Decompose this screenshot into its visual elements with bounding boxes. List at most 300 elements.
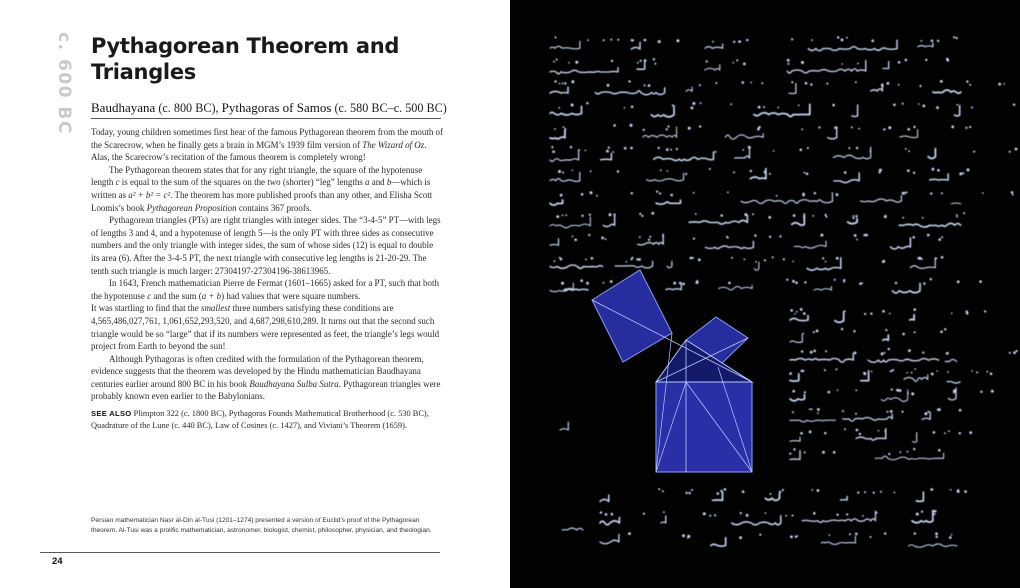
script-dot [825, 261, 827, 263]
script-dot [957, 489, 959, 491]
script-dot [855, 413, 857, 415]
script-dot [698, 258, 701, 261]
script-dot [666, 148, 669, 151]
script-dot [658, 40, 661, 43]
body-text [91, 126, 443, 403]
script-dot [571, 104, 574, 107]
script-dot [738, 40, 741, 43]
script-dot [1015, 148, 1018, 151]
script-dot [601, 237, 604, 240]
script-dot [898, 61, 901, 64]
script-dot [787, 59, 790, 62]
script-dot [651, 212, 654, 215]
script-dot [951, 534, 953, 536]
see-also [91, 408, 443, 432]
script-dot [921, 511, 923, 513]
script-dot [682, 534, 685, 537]
script-dot [896, 389, 899, 392]
script-dot [979, 280, 982, 283]
script-dot [574, 239, 577, 242]
script-dot [913, 172, 915, 174]
script-dot [631, 39, 633, 41]
script-dot [666, 128, 668, 130]
script-dot [851, 126, 853, 128]
script-dot [744, 213, 747, 216]
script-dot [667, 125, 669, 127]
script-dot [809, 408, 811, 410]
script-dot [709, 515, 711, 517]
script-dot [913, 236, 915, 238]
script-dot [791, 38, 793, 40]
p6-book: Baudhayana Sulba Sutra [249, 378, 339, 389]
script-dot [887, 82, 890, 85]
script-dot [801, 128, 803, 130]
script-dot [878, 430, 880, 432]
script-dot [836, 257, 839, 260]
script-dot [908, 150, 910, 152]
script-dot [676, 39, 679, 42]
script-dot [564, 82, 566, 84]
script-dot [605, 513, 608, 516]
script-dot [795, 282, 798, 285]
p4-var-ab: a + b [201, 290, 222, 301]
script-dot [554, 128, 556, 130]
script-dot [802, 193, 805, 196]
script-dot [768, 216, 771, 219]
script-dot [894, 492, 896, 494]
script-dot [948, 430, 950, 432]
script-dot [854, 352, 857, 355]
script-dot [742, 149, 744, 151]
page-title [91, 33, 451, 85]
script-dot [670, 194, 673, 197]
script-dot [888, 453, 890, 455]
script-dot [947, 59, 950, 62]
script-dot [656, 191, 658, 193]
script-dot [824, 432, 826, 434]
script-dot [991, 390, 994, 393]
script-dot [855, 81, 857, 83]
script-dot [563, 126, 565, 128]
script-dot [1011, 191, 1014, 194]
script-dot [893, 104, 896, 107]
script-dot [902, 103, 904, 105]
script-dot [911, 392, 914, 395]
script-dot [638, 258, 641, 261]
script-dot [581, 193, 584, 196]
script-dot [856, 429, 858, 431]
script-dot [923, 282, 925, 284]
script-dot [676, 148, 678, 150]
script-dot [792, 390, 795, 393]
top-divider [91, 118, 441, 119]
script-dot [636, 258, 638, 260]
script-dot [608, 147, 610, 149]
script-dot [731, 257, 733, 259]
script-dot [846, 513, 848, 515]
script-dot [829, 534, 831, 536]
script-dot [969, 431, 972, 434]
script-dot [754, 234, 756, 236]
script-dot [764, 171, 767, 174]
script-dot [935, 532, 938, 535]
script-dot [895, 282, 897, 284]
script-dot [907, 451, 909, 453]
script-dot [667, 170, 669, 172]
script-dot [693, 238, 695, 240]
script-dot [936, 536, 938, 538]
script-dot [695, 213, 697, 215]
script-dot [944, 328, 946, 330]
script-dot [828, 391, 831, 394]
script-dot [834, 279, 836, 281]
script-dot [937, 40, 939, 42]
script-dot [586, 282, 589, 285]
script-dot [552, 150, 555, 153]
script-dot [700, 102, 702, 104]
script-dot [919, 257, 922, 260]
script-dot [855, 215, 857, 217]
title-line-2: Triangles [91, 60, 196, 84]
script-dot [933, 513, 935, 515]
script-dot [728, 282, 731, 285]
script-dot [922, 105, 925, 108]
script-dot [814, 192, 816, 194]
script-dot [596, 195, 598, 197]
script-dot [898, 84, 900, 86]
p2-var-c: c [115, 177, 120, 188]
script-dot [857, 492, 859, 494]
script-dot [966, 312, 969, 315]
script-dot [611, 514, 613, 516]
script-dot [913, 308, 916, 311]
script-dot [938, 449, 941, 452]
script-dot [793, 448, 795, 450]
script-dot [779, 235, 781, 237]
script-dot [971, 370, 973, 372]
p2-and: and [369, 177, 387, 188]
script-dot [858, 128, 860, 130]
script-dot [810, 351, 813, 354]
script-dot [581, 215, 583, 217]
script-dot [1009, 352, 1011, 354]
script-dot [883, 260, 886, 263]
p2-formula: a² + b² = c² [128, 189, 171, 200]
script-dot [881, 352, 884, 355]
subtitle-name-1: Baudhayana [91, 100, 156, 115]
script-dot [699, 84, 701, 86]
p4-text-end: ) had values that were square numbers. [221, 290, 361, 301]
script-dot [733, 41, 735, 43]
script-dot [759, 534, 761, 536]
script-dot [807, 147, 809, 149]
script-dot [931, 373, 934, 376]
p2-book: Pythagorean Proposition [146, 202, 237, 213]
script-dot [881, 83, 883, 85]
script-dot [871, 371, 873, 373]
script-dot [572, 170, 574, 172]
paragraph-6 [91, 353, 443, 403]
script-dot [927, 234, 930, 237]
script-dot [554, 260, 556, 262]
script-dot [750, 82, 752, 84]
script-dot [777, 107, 779, 109]
script-dot [564, 128, 566, 130]
script-dot [559, 83, 561, 85]
script-dot [884, 532, 886, 534]
script-dot [690, 257, 693, 260]
script-dot [914, 368, 916, 370]
script-dot [699, 125, 701, 127]
script-dot [921, 40, 923, 42]
script-dot [789, 453, 791, 455]
script-dot [772, 256, 774, 258]
script-dot [986, 371, 988, 373]
script-dot [792, 515, 794, 517]
script-dot [944, 432, 946, 434]
script-dot [984, 310, 986, 312]
script-dot [587, 39, 589, 41]
script-dot [959, 432, 961, 434]
script-dot [685, 492, 687, 494]
script-dot [555, 36, 557, 38]
script-dot [935, 257, 937, 259]
script-dot [590, 170, 592, 172]
subtitle [91, 100, 451, 116]
script-dot [884, 430, 886, 432]
script-dot [940, 80, 943, 83]
script-dot [849, 533, 851, 535]
script-dot [693, 192, 695, 194]
script-dot [790, 309, 793, 312]
script-dot [809, 431, 812, 434]
script-dot [817, 408, 820, 411]
script-dot [936, 106, 939, 109]
script-dot [562, 215, 564, 217]
script-dot [769, 236, 771, 238]
paragraph-5 [91, 302, 443, 352]
script-dot [969, 84, 971, 86]
script-dot [971, 106, 973, 108]
script-dot [956, 214, 958, 216]
script-dot [654, 63, 656, 65]
script-dot [758, 126, 760, 128]
script-dot [559, 257, 561, 259]
script-dot [811, 408, 813, 410]
script-dot [953, 36, 955, 38]
script-dot [871, 40, 874, 43]
script-dot [692, 257, 694, 259]
script-dot [797, 535, 799, 537]
script-dot [855, 533, 858, 536]
script-dot [673, 282, 676, 285]
script-dot [624, 147, 627, 150]
script-dot [870, 536, 872, 538]
script-dot [600, 511, 602, 513]
script-dot [888, 126, 891, 129]
script-dot [822, 451, 825, 454]
script-dot [974, 151, 976, 153]
script-dot [804, 391, 806, 393]
script-dot [761, 82, 763, 84]
script-dot [940, 331, 943, 334]
script-dot [930, 192, 932, 194]
script-dot [558, 170, 561, 173]
script-dot [817, 489, 820, 492]
script-dot [964, 490, 967, 493]
figure-caption: Persian mathematician Nasr al-Din al-Tusi (1201–1274) presented a version of Euclid’s proof of the Pythagorean theorem. Al-Tusi was a prolific mathematician, astronomer, biologist, chemist, philosopher, physician, and theologian. [91, 517, 432, 535]
script-dot [803, 312, 806, 315]
script-dot [899, 389, 902, 392]
script-dot [901, 192, 903, 194]
script-dot [591, 257, 594, 260]
script-dot [902, 333, 905, 336]
script-dot [733, 171, 735, 173]
script-dot [791, 81, 793, 83]
script-dot [765, 512, 767, 514]
subtitle-date-1: (c. 800 BC), [155, 101, 222, 115]
script-dot [789, 372, 792, 375]
script-dot [649, 236, 651, 238]
script-dot [841, 39, 844, 42]
script-dot [607, 84, 610, 87]
date-label: c. 600 BC [54, 32, 74, 135]
script-dot [617, 170, 619, 172]
paragraph-2 [91, 164, 443, 214]
script-dot [1012, 194, 1014, 196]
script-dot [578, 149, 580, 151]
script-dot [682, 283, 685, 286]
script-dot [802, 370, 804, 372]
script-dot [1009, 151, 1011, 153]
paragraph-3: Pythagorean triangles (PTs) are right triangles with integer sides. The “3-4-5” PT—with legs of lengths 3 and 4, and a hypotenuse of length 5—is the only PT with three sides as consecutive numbers and the only triangle with integer sides, the sum of whose sides (12) is equal to double its area (6). After the 3-4-5 PT, the next triangle with consecutive leg lengths is 21-20-29. The tenth such triangle is much larger: 27304197-27304196-38613965. [91, 215, 441, 276]
script-dot [639, 236, 641, 238]
page-number: 24 [52, 556, 63, 567]
script-dot [956, 37, 958, 39]
script-dot [617, 39, 619, 41]
paragraph-4 [91, 277, 443, 302]
script-dot [959, 409, 962, 412]
script-dot [837, 389, 839, 391]
script-dot [916, 513, 919, 516]
script-dot [804, 172, 806, 174]
script-dot [648, 85, 650, 87]
script-dot [688, 492, 690, 494]
p6-text-b: . Pythagorean triangles were probably known even earlier to the Babylonians. [91, 378, 441, 402]
manuscript-illustration [510, 0, 1020, 588]
script-dot [907, 169, 910, 172]
script-dot [825, 350, 827, 352]
script-dot [614, 213, 616, 215]
photo-background [510, 0, 1020, 588]
script-dot [805, 82, 808, 85]
script-dot [679, 282, 682, 285]
script-dot [859, 433, 861, 435]
script-dot [644, 39, 647, 42]
script-dot [740, 512, 742, 514]
p6-text-a: Although Pythagoras is often credited with the formulation of the Pythagorean theorem, evidence suggests that the theorem was developed by the Hindu mathematician Baudhayana centuries earlier around 800 BC in his book [91, 353, 424, 389]
p5-text-a: It was startling to find that the [91, 303, 201, 314]
script-dot [570, 146, 572, 148]
script-dot [670, 149, 672, 151]
script-dot [804, 281, 806, 283]
script-dot [885, 215, 887, 217]
script-dot [779, 491, 781, 493]
p1-text-b: . Alas, the Scarecrow’s recitation of the famous theorem is completely wrong! [91, 139, 427, 163]
script-dot [810, 83, 812, 85]
script-dot [811, 39, 813, 41]
script-dot [933, 431, 936, 434]
script-dot [800, 432, 803, 435]
script-dot [659, 192, 661, 194]
script-dot [919, 85, 921, 87]
script-dot [826, 216, 828, 218]
script-dot [870, 313, 872, 315]
script-dot [730, 103, 732, 105]
p2-text-b: is equal to the sum of the squares on the two (shorter) “leg” lengths [119, 177, 366, 188]
script-dot [1013, 351, 1016, 354]
script-dot [742, 81, 745, 84]
script-dot [864, 313, 866, 315]
script-dot [941, 256, 944, 259]
script-dot [854, 234, 857, 237]
script-dot [590, 191, 593, 194]
script-dot [551, 146, 553, 148]
script-dot [773, 150, 775, 152]
script-dot [715, 151, 717, 153]
script-dot [862, 515, 864, 517]
script-dot [907, 128, 910, 131]
script-dot [1013, 104, 1015, 106]
script-dot [914, 532, 916, 534]
script-dot [886, 411, 888, 413]
script-dot [715, 82, 717, 84]
script-dot [956, 216, 958, 218]
script-dot [628, 80, 630, 82]
script-dot [932, 168, 935, 171]
script-dot [631, 192, 633, 194]
script-dot [817, 412, 819, 414]
script-dot [802, 333, 804, 335]
script-dot [822, 257, 824, 259]
script-dot [865, 234, 868, 237]
script-dot [603, 282, 605, 284]
script-dot [796, 311, 798, 313]
script-dot [914, 331, 916, 333]
script-dot [980, 391, 982, 393]
script-dot [856, 147, 858, 149]
script-dot [801, 350, 803, 352]
script-dot [612, 151, 614, 153]
script-dot [643, 129, 645, 131]
script-dot [691, 489, 693, 491]
script-dot [930, 278, 932, 280]
p2-var-b: b [386, 177, 392, 188]
script-dot [610, 39, 612, 41]
script-dot [687, 537, 689, 539]
script-dot [764, 259, 766, 261]
bottom-divider [40, 552, 440, 553]
script-dot [873, 492, 875, 494]
script-dot [959, 172, 962, 175]
script-dot [963, 212, 965, 214]
script-dot [560, 194, 563, 197]
script-dot [947, 371, 949, 373]
script-dot [834, 127, 836, 129]
paragraph-1 [91, 126, 443, 164]
script-dot [848, 147, 850, 149]
script-dot [643, 513, 645, 515]
